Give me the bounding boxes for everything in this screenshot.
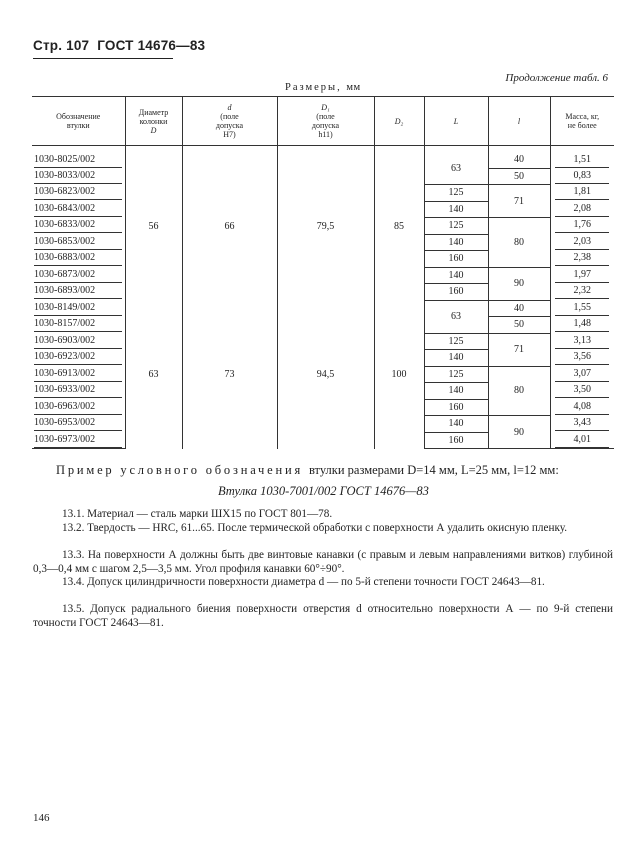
paragraph-13-3: 13.3. На поверхности А должны быть две винтовые канавки (с правым и левым направлениями витков) глубиной 0,3—0,4 мм с шагом 2,5—3,5 мм. Угол профиля канавки 60°÷90°. [33, 549, 613, 575]
page-header [33, 38, 205, 53]
cell-L: 63 [424, 146, 488, 185]
header-mass: Масса, кг, не более [550, 97, 614, 146]
cell-mass: 3,43 [550, 416, 614, 433]
cell-mass: 2,03 [550, 234, 614, 251]
cell-L: 125 [424, 333, 488, 350]
designation-cell: 1030-6893/002 [32, 284, 125, 301]
cell-l: 80 [488, 218, 550, 268]
gost-number: ГОСТ 14676—83 [97, 38, 206, 53]
cell-mass: 3,50 [550, 383, 614, 400]
cell-D2: 85 [374, 146, 424, 301]
designation-cell: 1030-6923/002 [32, 350, 125, 367]
cell-D1: 94,5 [277, 300, 374, 449]
designation-cell: 1030-8033/002 [32, 168, 125, 185]
example-lead: Пример условного обозначения [56, 463, 304, 477]
cell-L: 140 [424, 267, 488, 284]
table-row [32, 300, 614, 317]
bushing-table [32, 96, 614, 449]
paragraph-13-4: 13.4. Допуск цилиндричности поверхности диаметра d — по 5-й степени точности ГОСТ 24643—81. [62, 576, 545, 588]
cell-D1: 79,5 [277, 146, 374, 301]
example-rest: втулки размерами D=14 мм, L=25 мм, l=12 мм: [308, 463, 559, 477]
cell-L: 160 [424, 399, 488, 416]
cell-D: 63 [125, 300, 182, 449]
cell-L: 125 [424, 218, 488, 235]
cell-L: 140 [424, 350, 488, 367]
cell-l: 90 [488, 416, 550, 449]
header-l: l [488, 97, 550, 146]
cell-l: 90 [488, 267, 550, 300]
cell-L: 125 [424, 185, 488, 202]
cell-L: 160 [424, 432, 488, 449]
example-designation: Втулка 1030-7001/002 ГОСТ 14676—83 [218, 484, 429, 498]
cell-D2: 100 [374, 300, 424, 449]
header-d: d (поле допуска H7) [182, 97, 277, 146]
cell-l: 80 [488, 366, 550, 416]
cell-L: 125 [424, 366, 488, 383]
cell-mass: 1,97 [550, 267, 614, 284]
cell-l: 40 [488, 146, 550, 169]
header-L: L [424, 97, 488, 146]
designation-cell: 1030-8157/002 [32, 317, 125, 334]
cell-mass: 1,76 [550, 218, 614, 235]
page-label: Стр. 107 [33, 38, 90, 53]
designation-cell: 1030-8149/002 [32, 300, 125, 317]
page-number: 146 [33, 812, 50, 824]
cell-l: 40 [488, 300, 550, 317]
cell-l: 71 [488, 333, 550, 366]
cell-mass: 3,07 [550, 366, 614, 383]
cell-mass: 3,13 [550, 333, 614, 350]
cell-d: 66 [182, 146, 277, 301]
sizes-unit: мм [346, 82, 361, 93]
cell-l: 50 [488, 168, 550, 185]
cell-L: 160 [424, 251, 488, 268]
table-row [32, 146, 614, 169]
paragraph-13-5: 13.5. Допуск радиального биения поверхности отверстия d относительно поверхности А — по 9-й степени точности ГОСТ 24643—81. [33, 603, 613, 629]
designation-cell: 1030-6933/002 [32, 383, 125, 400]
cell-mass: 1,81 [550, 185, 614, 202]
paragraph-13-1: 13.1. Материал — сталь марки ШХ15 по ГОСТ 801—78. [62, 508, 333, 520]
designation-cell: 1030-6883/002 [32, 251, 125, 268]
cell-mass: 0,83 [550, 168, 614, 185]
cell-L: 140 [424, 201, 488, 218]
designation-cell: 1030-6833/002 [32, 218, 125, 235]
designation-cell: 1030-6853/002 [32, 234, 125, 251]
designation-example [56, 463, 559, 478]
header-rule [33, 58, 173, 59]
paragraph-13-2: 13.2. Твердость — HRC, 61...65. После термической обработки с поверхности А удалить окисную пленку. [62, 522, 567, 534]
cell-mass: 1,55 [550, 300, 614, 317]
designation-cell: 1030-6843/002 [32, 201, 125, 218]
cell-mass: 2,32 [550, 284, 614, 301]
header-designation: Обозначение втулки [32, 97, 125, 146]
header-D1: D₁ (поле допуска h11) [277, 97, 374, 146]
cell-mass: 4,08 [550, 399, 614, 416]
header-D: Диаметр колонки D [125, 97, 182, 146]
cell-d: 73 [182, 300, 277, 449]
cell-mass: 1,48 [550, 317, 614, 334]
designation-cell: 1030-6963/002 [32, 399, 125, 416]
header-D2: D₂ [374, 97, 424, 146]
designation-cell: 1030-6903/002 [32, 333, 125, 350]
cell-mass: 2,08 [550, 201, 614, 218]
cell-L: 140 [424, 416, 488, 433]
designation-cell: 1030-6913/002 [32, 366, 125, 383]
designation-cell: 1030-8025/002 [32, 146, 125, 169]
cell-L: 63 [424, 300, 488, 333]
designation-cell: 1030-6973/002 [32, 432, 125, 449]
designation-cell: 1030-6873/002 [32, 267, 125, 284]
cell-L: 160 [424, 284, 488, 301]
cell-l: 50 [488, 317, 550, 334]
cell-D: 56 [125, 146, 182, 301]
cell-mass: 1,51 [550, 146, 614, 169]
cell-L: 140 [424, 234, 488, 251]
table-continuation-note: Продолжение табл. 6 [505, 72, 608, 84]
sizes-title: Размеры, [285, 82, 342, 93]
cell-L: 140 [424, 383, 488, 400]
cell-l: 71 [488, 185, 550, 218]
cell-mass: 4,01 [550, 432, 614, 449]
designation-cell: 1030-6823/002 [32, 185, 125, 202]
sizes-caption [285, 82, 361, 93]
cell-mass: 2,38 [550, 251, 614, 268]
cell-mass: 3,56 [550, 350, 614, 367]
designation-cell: 1030-6953/002 [32, 416, 125, 433]
